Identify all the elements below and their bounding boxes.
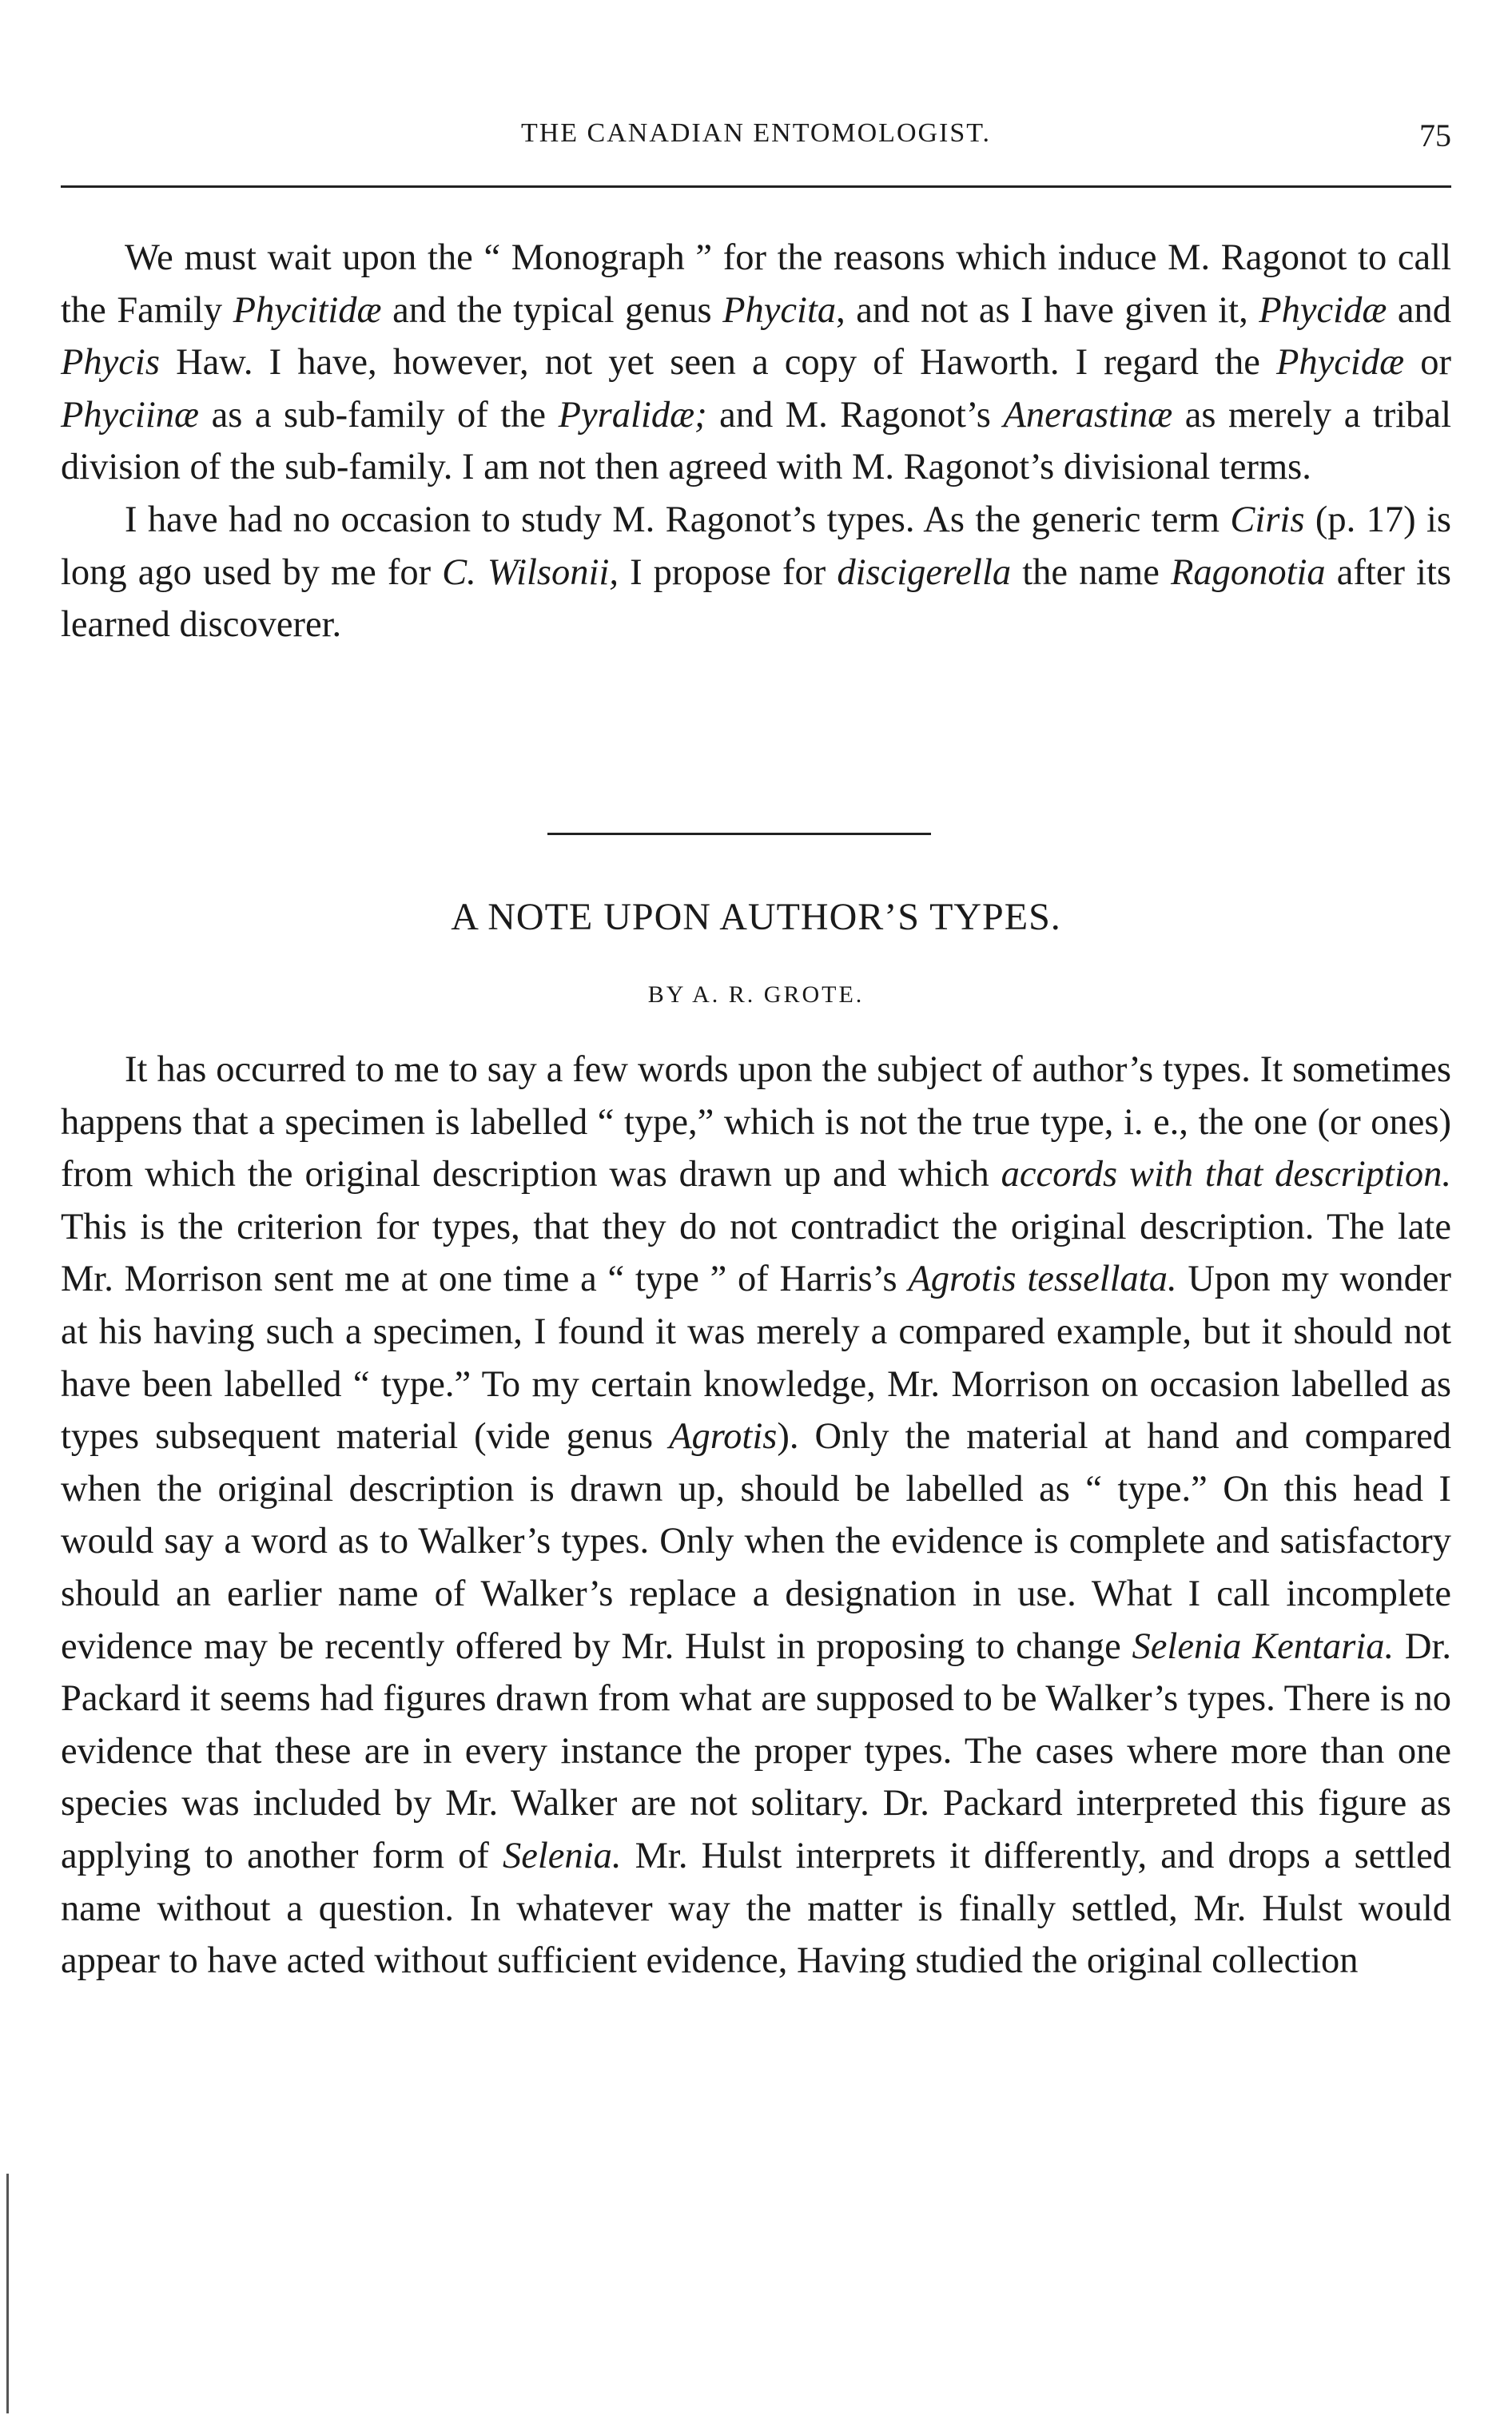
section-divider	[547, 833, 931, 835]
journal-title: THE CANADIAN ENTOMOLOGIST.	[520, 118, 992, 148]
page-number: 75	[1419, 117, 1451, 153]
header-rule	[61, 185, 1451, 188]
continued-article	[61, 232, 1451, 651]
paragraph: I have had no occasion to study M. Ragonot’s types. As the generic term Ciris (p. 17) is long ago used by me for C. Wilsonii, I propose for discigerella the name Ragonotia after its learned discoverer.	[61, 499, 1451, 646]
running-header	[61, 118, 1451, 158]
paragraph: It has occurred to me to say a few words upon the subject of author’s types. It sometimes happens that a specimen is labelled “ type,” which is not the true type, i. e., the one (or ones) from which the original description was drawn up and which accords with that description. This is the criterion for types, that they do not contradict the original description. The late Mr. Morrison sent me at one time a “ type ” of Harris’s Agrotis tessellata. Upon my wonder at his having such a specimen, I found it was merely a compared example, but it should not have been labelled “ type.” To my certain knowledge, Mr. Morrison on occasion labelled as types subsequent material (vide genus Agrotis). Only the material at hand and compared when the original description is drawn up, should be labelled as “ type.” On this head I would say a word as to Walker’s types. Only when the evidence is complete and satisfactory should an earlier name of Walker’s replace a designation in use. What I call incomplete evidence may be recently offered by Mr. Hulst in proposing to change Selenia Kentaria. Dr. Packard it seems had figures drawn from what are supposed to be Walker’s types. There is no evidence that these are in every instance the proper types. The cases where more than one species was included by Mr. Walker are not solitary. Dr. Packard interpreted this figure as applying to another form of Selenia. Mr. Hulst interprets it differently, and drops a settled name without a question. In whatever way the matter is finally settled, Mr. Hulst would appear to have acted without sufficient evidence, Having studied the original collection	[61, 1049, 1452, 1982]
article-body	[61, 1044, 1451, 1987]
paragraph: We must wait upon the “ Monograph ” for the reasons which induce M. Ragonot to call the Family Phycitidæ and the typical genus Phycita, and not as I have given it, Phycidæ and Phycis Haw. I have, however, not yet seen a copy of Haworth. I regard the Phycidæ or Phyciinæ as a sub-family of the Pyralidæ; and M. Ragonot’s Anerastinæ as merely a tribal division of the sub-family. I am not then agreed with M. Ragonot’s divisional terms.	[61, 237, 1452, 488]
article-title: A NOTE UPON AUTHOR’S TYPES.	[451, 896, 1061, 938]
article-byline: BY A. R. GROTE.	[647, 981, 865, 1008]
page-edge-mark	[6, 2174, 9, 2413]
